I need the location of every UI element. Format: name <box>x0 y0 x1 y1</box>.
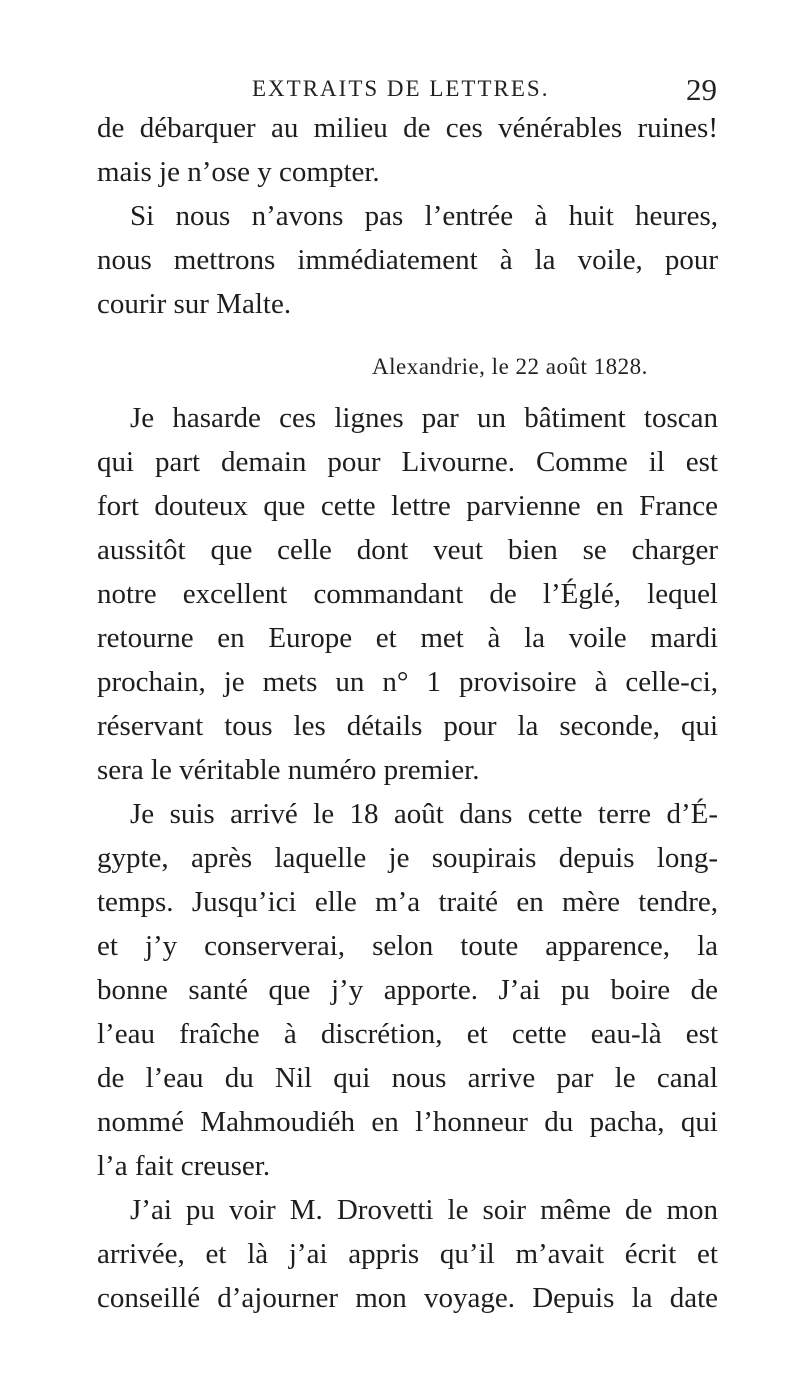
text-line: aussitôt que celle dont veut bien se charger <box>97 534 718 566</box>
text-line: réservant tous les détails pour la seconde, qui <box>97 710 718 742</box>
text-line: arrivée, et là j’ai appris qu’il m’avait écrit et <box>97 1238 718 1270</box>
text-line: l’eau fraîche à discrétion, et cette eau-là est <box>97 1018 718 1050</box>
text-line: l’a fait creuser. <box>97 1150 271 1182</box>
text-line: fort douteux que cette lettre parvienne en France <box>97 490 718 522</box>
text-line: conseillé d’ajourner mon voyage. Depuis la date <box>97 1282 718 1314</box>
text-line: de débarquer au milieu de ces vénérables ruines! <box>97 112 718 144</box>
text-line: mais je n’ose y compter. <box>97 156 380 188</box>
text-line: nommé Mahmoudiéh en l’honneur du pacha, qui <box>97 1106 718 1138</box>
text-line: sera le véritable numéro premier. <box>97 754 480 786</box>
text-line: retourne en Europe et met à la voile mardi <box>97 622 718 654</box>
page-number: 29 <box>686 72 717 107</box>
text-line: Si nous n’avons pas l’entrée à huit heures, <box>130 200 718 232</box>
text-line: qui part demain pour Livourne. Comme il est <box>97 446 718 478</box>
text-line: nous mettrons immédiatement à la voile, pour <box>97 244 718 276</box>
text-line: prochain, je mets un n° 1 provisoire à celle-ci, <box>97 666 718 698</box>
text-line: J’ai pu voir M. Drovetti le soir même de mon <box>130 1194 718 1226</box>
text-line: gypte, après laquelle je soupirais depuis long- <box>97 842 718 874</box>
text-line: Je suis arrivé le 18 août dans cette terre d’É- <box>130 798 718 830</box>
text-line: Je hasarde ces lignes par un bâtiment toscan <box>130 402 718 434</box>
text-line: bonne santé que j’y apporte. J’ai pu boire de <box>97 974 718 1006</box>
letter-dateline: Alexandrie, le 22 août 1828. <box>372 354 648 379</box>
text-line: et j’y conserverai, selon toute apparence, la <box>97 930 718 962</box>
text-line: notre excellent commandant de l’Églé, lequel <box>97 578 718 610</box>
running-title: EXTRAITS DE LETTRES. <box>252 76 550 101</box>
text-line: courir sur Malte. <box>97 288 292 320</box>
text-line: temps. Jusqu’ici elle m’a traité en mère tendre, <box>97 886 718 918</box>
text-line: de l’eau du Nil qui nous arrive par le canal <box>97 1062 718 1094</box>
